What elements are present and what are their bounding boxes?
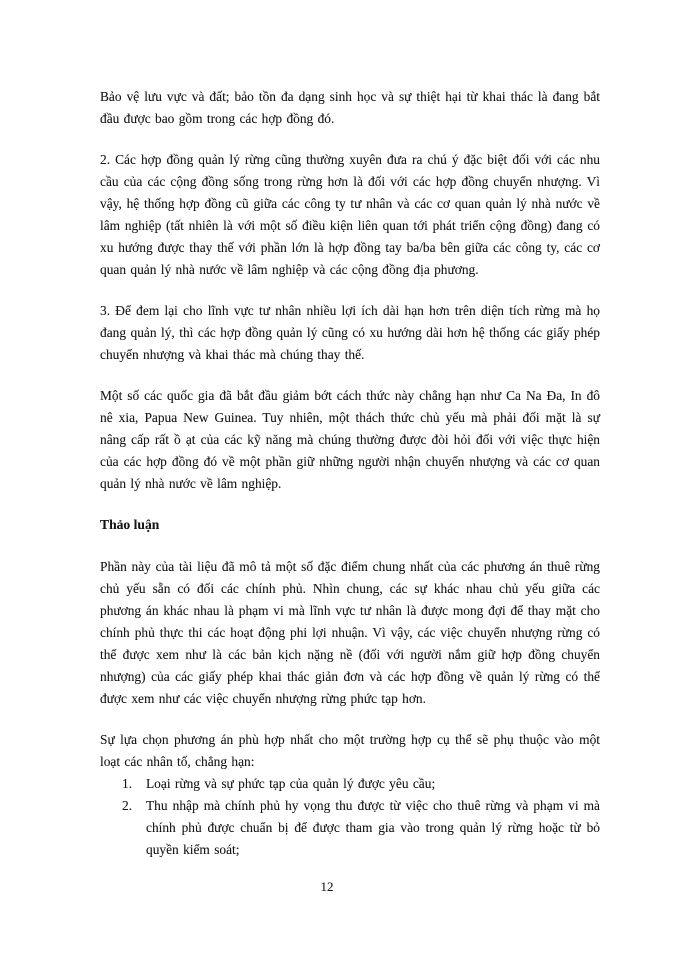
factor-list xyxy=(122,773,600,861)
page-number: 12 xyxy=(320,879,334,894)
list-item xyxy=(122,773,600,795)
list-item-number: 2. xyxy=(122,798,133,813)
list-item-number: 1. xyxy=(122,776,133,791)
paragraph-countries-examples: Một số các quốc gia đã bắt đầu giảm bớt cách thức này chẳng hạn như Ca Na Đa, In đô nê xia, Papua New Guinea. Tuy nhiên, một thách thức chủ yếu mà phải đối mặt là sự nâng cấp rất ồ ạt của các kỹ năng mà chúng thường được đòi hỏi đối với việc thực hiện của các hợp đồng đó về một phần giữ những người nhận chuyển nhượng và các cơ quan quản lý nhà nước về lâm nghiệp. xyxy=(100,388,600,491)
paragraph-discussion-summary: Phần này của tài liệu đã mô tả một số đặc điểm chung nhất của các phương án thuê rừng chủ yếu sẵn có đối các chính phủ. Nhìn chung, các sự khác nhau chủ yếu giữa các phương án khác nhau là phạm vi mà lĩnh vực tư nhân là được mong đợi để thay mặt cho chính phủ thực thi các hoạt động phi lợi nhuận. Vì vậy, các việc chuyển nhượng rừng có thể được xem như là các bản kịch nặng nề (đối với người nắm giữ hợp đồng chuyển nhượng) của các giấy phép khai thác giản đơn và các hợp đồng về quản lý rừng có thể được xem như các việc chuyển nhượng rừng phức tạp hơn. xyxy=(100,559,600,706)
paragraph-item-3-longer-contracts: 3. Để đem lại cho lĩnh vực tư nhân nhiều lợi ích dài hạn hơn trên diện tích rừng mà họ đang quản lý, thì các hợp đồng quản lý cũng có xu hướng dài hơn hệ thống các giấy phép chuyển nhượng và khai thác mà chúng thay thế. xyxy=(100,303,600,362)
list-item-text: Loại rừng và sự phức tạp của quản lý được yêu cầu; xyxy=(146,776,436,791)
discussion-heading: Thảo luận xyxy=(100,517,160,532)
paragraph-option-selection-intro: Sự lựa chọn phương án phù hợp nhất cho một trường hợp cụ thể sẽ phụ thuộc vào một loạt các nhân tố, chẳng hạn: xyxy=(100,732,600,769)
paragraph-item-2-management-contracts: 2. Các hợp đồng quản lý rừng cũng thường xuyên đưa ra chú ý đặc biệt đối với các nhu cầu của các cộng đồng sống trong rừng hơn là đối với các hợp đồng chuyển nhượng. Vì vậy, hệ thống hợp đồng cũ giữa các công ty tư nhân và các cơ quan quản lý nhà nước về lâm nghiệp (tất nhiên là với một số điều kiện liên quan tới phát triển cộng đồng) đang có xu hướng được thay thế với phần lớn là hợp đồng tay ba/ba bên giữa các công ty, các cơ quan quản lý nhà nước về lâm nghiệp và các cộng đồng địa phương. xyxy=(100,152,600,277)
paragraph-watershed-protection: Bảo vệ lưu vực và đất; bảo tồn đa dạng sinh học và sự thiệt hại từ khai thác là đang bắt đầu được bao gồm trong các hợp đồng đó. xyxy=(100,89,600,126)
list-item xyxy=(122,795,600,861)
list-item-text: Thu nhập mà chính phủ hy vọng thu được từ việc cho thuê rừng và phạm vi mà chính phủ được chuẩn bị để được tham gia vào trong quản lý rừng hoặc từ bỏ quyền kiểm soát; xyxy=(146,798,600,857)
page-content xyxy=(100,86,600,880)
